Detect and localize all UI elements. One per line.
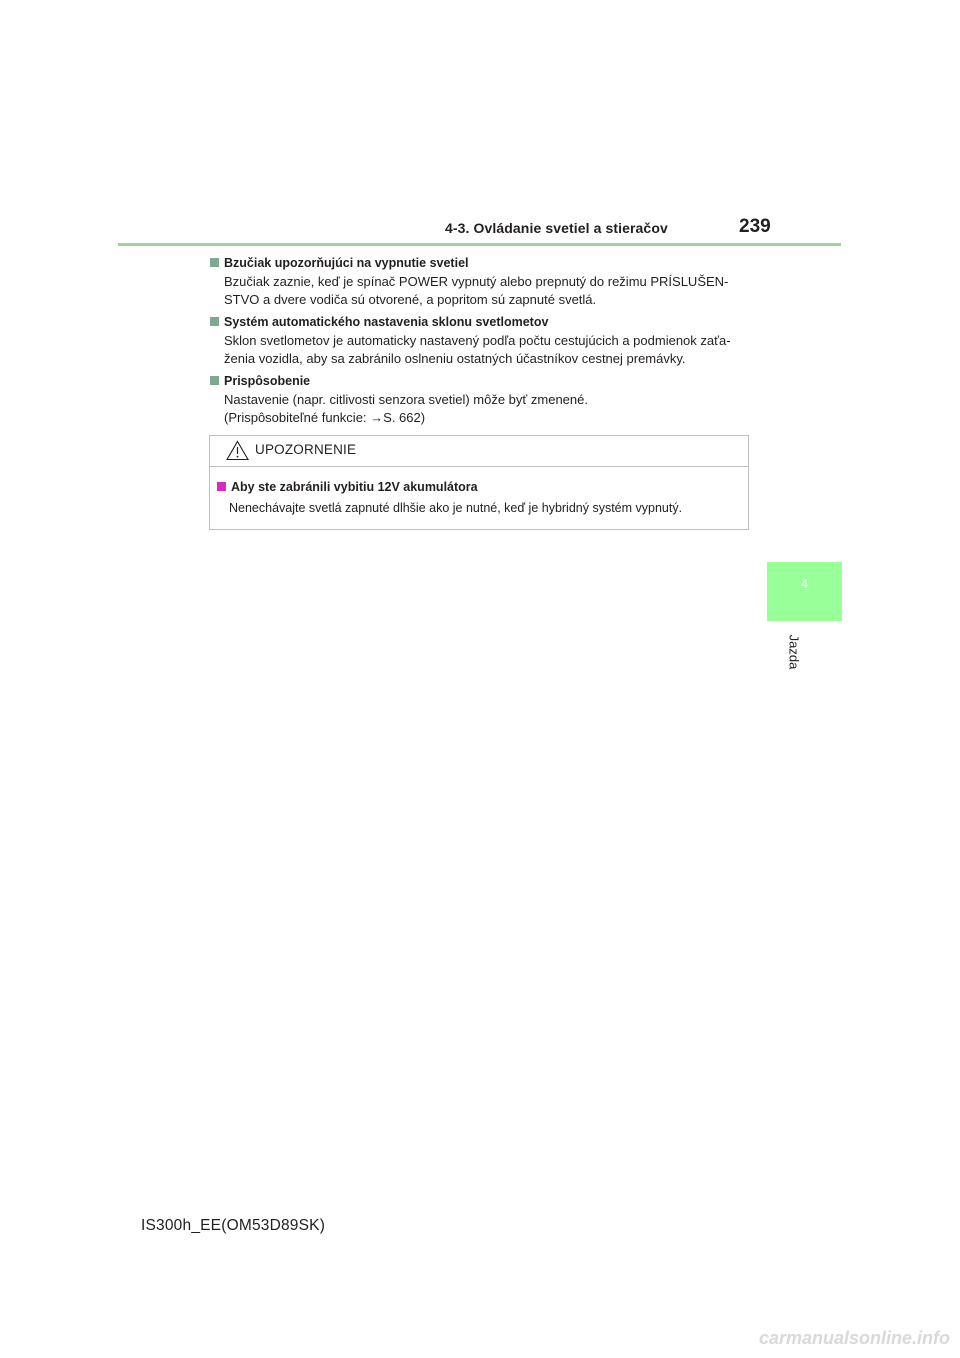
- header-divider: [118, 243, 841, 246]
- section-heading: [210, 313, 755, 332]
- section-title: 4-3. Ovládanie svetiel a stieračov: [445, 220, 668, 236]
- square-bullet-icon: [210, 258, 219, 267]
- body-line: (Prispôsobiteľné funkcie: →S. 662): [224, 410, 426, 425]
- body-line: STVO a dvere vodiča sú otvorené, a popritom sú zapnuté svetlá.: [224, 292, 597, 307]
- square-bullet-icon: [210, 376, 219, 385]
- warning-subheading: [217, 478, 682, 497]
- warning-content: [217, 478, 682, 517]
- chapter-number: 4: [800, 576, 809, 591]
- section-headlight-leveling: [210, 313, 755, 368]
- section-buzzer: [210, 254, 755, 309]
- section-body: [210, 273, 755, 309]
- square-bullet-icon: [210, 317, 219, 326]
- section-heading-text: Systém automatického nastavenia sklonu svetlometov: [224, 315, 549, 329]
- page-number: 239: [739, 216, 771, 237]
- warning-text: Nenechávajte svetlá zapnuté dlhšie ako je nutné, keď je hybridný systém vypnutý.: [229, 501, 683, 515]
- section-heading-text: Prispôsobenie: [224, 374, 311, 388]
- content-sections: [210, 254, 755, 431]
- section-heading: [210, 254, 755, 273]
- body-line: Bzučiak zaznie, keď je spínač POWER vypnutý alebo prepnutý do režimu PRÍSLUŠEN-: [224, 274, 729, 289]
- warning-title: UPOZORNENIE: [255, 442, 357, 457]
- square-bullet-icon: [217, 482, 226, 491]
- warning-subheading-text: Aby ste zabránili vybitiu 12V akumulátora: [231, 480, 478, 494]
- body-line: Sklon svetlometov je automaticky nastavený podľa počtu cestujúcich a podmienok zaťa-: [224, 333, 731, 348]
- section-customization: [210, 372, 755, 427]
- warning-box: [209, 435, 749, 530]
- section-body: [210, 332, 755, 368]
- section-body: [210, 391, 755, 427]
- section-heading: [210, 372, 755, 391]
- chapter-label-text: Jazda: [786, 634, 802, 670]
- body-line: ženia vozidla, aby sa zabránilo oslneniu ostatných účastníkov cestnej premávky.: [224, 351, 686, 366]
- warning-triangle-icon: [226, 440, 249, 461]
- chapter-tab: [767, 562, 842, 621]
- watermark: carmanualsonline.info: [758, 1328, 950, 1348]
- warning-header: [210, 436, 748, 467]
- chapter-label: [778, 630, 810, 674]
- section-heading-text: Bzučiak upozorňujúci na vypnutie svetiel: [224, 256, 469, 270]
- document-code: IS300h_EE(OM53D89SK): [141, 1217, 326, 1234]
- body-line: Nastavenie (napr. citlivosti senzora svetiel) môže byť zmenené.: [224, 392, 588, 407]
